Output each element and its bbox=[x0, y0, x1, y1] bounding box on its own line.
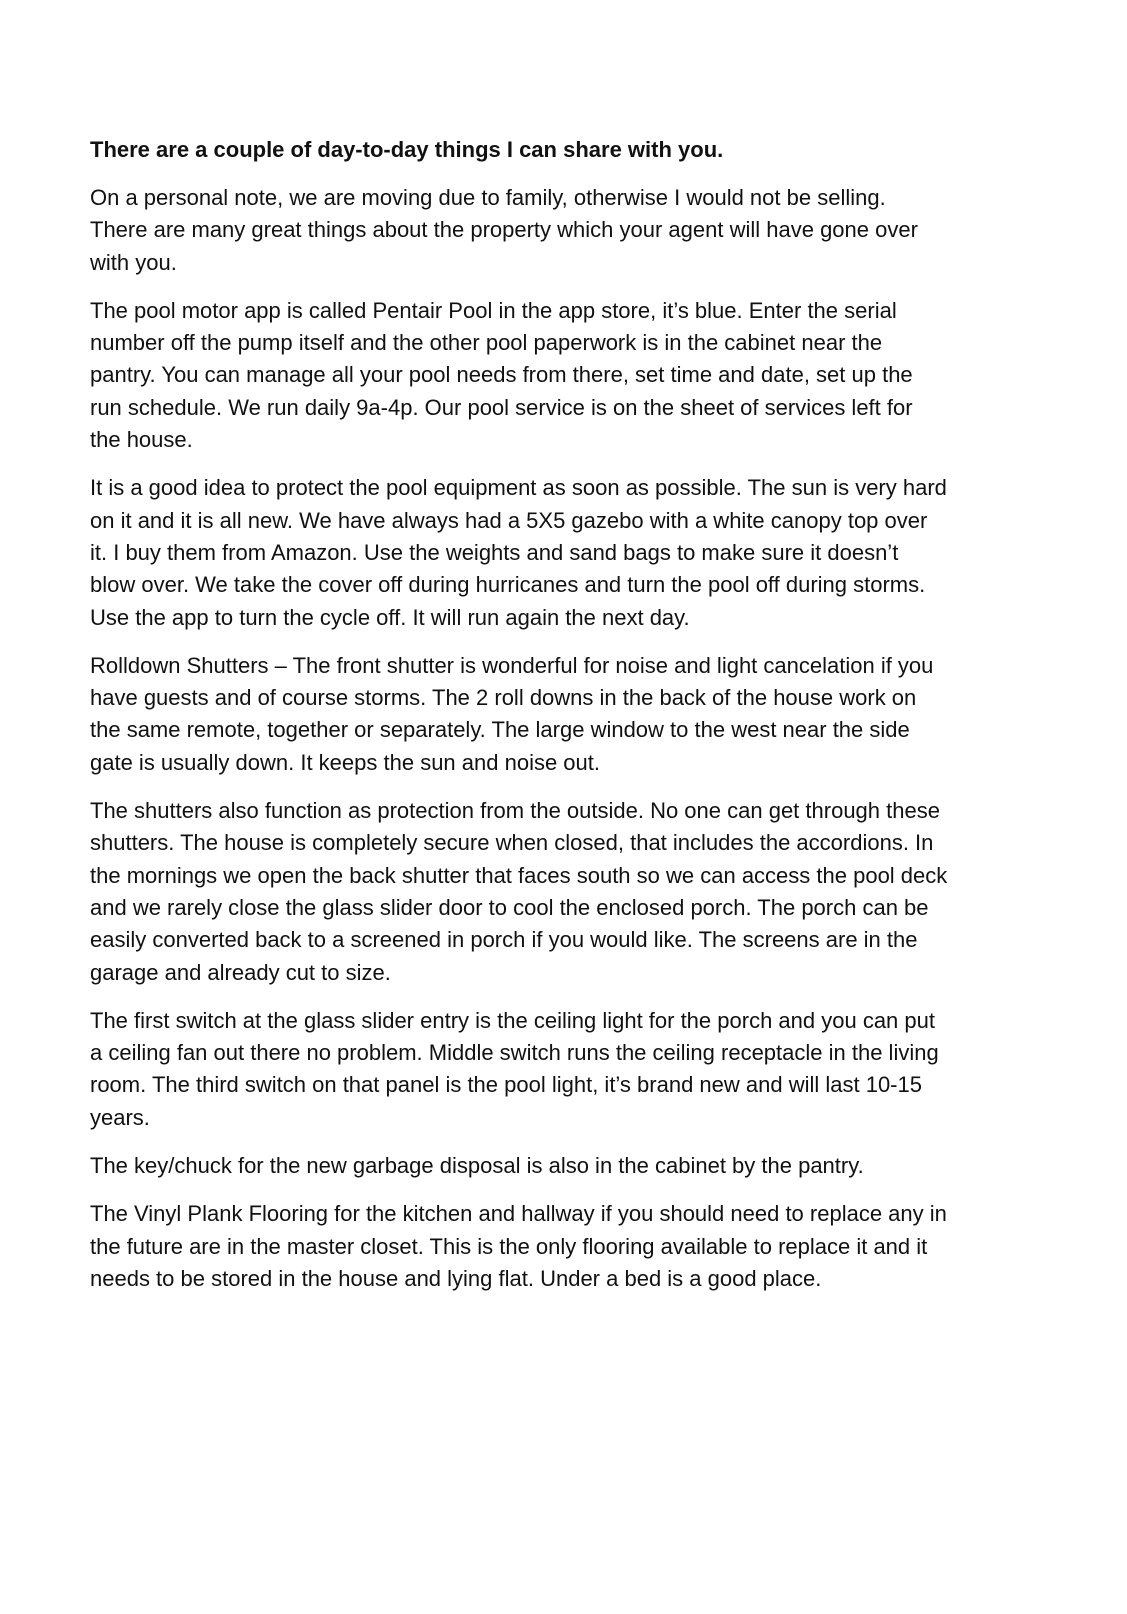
paragraph-line: needs to be stored in the house and lying flat. Under a bed is a good place. bbox=[90, 1265, 822, 1291]
paragraph-line: it. I buy them from Amazon. Use the weights and sand bags to make sure it doesn’t bbox=[90, 539, 899, 565]
paragraph-line: years. bbox=[90, 1104, 150, 1130]
paragraph-line: There are many great things about the property which your agent will have gone over bbox=[90, 217, 918, 243]
paragraph-line: easily converted back to a screened in porch if you would like. The screens are in the bbox=[90, 927, 918, 953]
paragraph-line: run schedule. We run daily 9a-4p. Our pool service is on the sheet of services left for bbox=[90, 394, 913, 420]
paragraph-pool-motor-app bbox=[90, 295, 1040, 456]
document-body bbox=[90, 134, 1040, 1311]
paragraph-line: have guests and of course storms. The 2 roll downs in the back of the house work on bbox=[90, 685, 917, 711]
paragraph-switches bbox=[90, 1005, 1040, 1134]
paragraph-line: the future are in the master closet. This is the only flooring available to replace it and it bbox=[90, 1233, 928, 1259]
paragraph-line: garage and already cut to size. bbox=[90, 959, 391, 985]
paragraph-line: a ceiling fan out there no problem. Middle switch runs the ceiling receptacle in the living bbox=[90, 1040, 939, 1066]
paragraph-line: the same remote, together or separately. The large window to the west near the side bbox=[90, 717, 910, 743]
paragraph-line: Rolldown Shutters – The front shutter is wonderful for noise and light cancelation if you bbox=[90, 652, 934, 678]
paragraph-line: It is a good idea to protect the pool equipment as soon as possible. The sun is very hard bbox=[90, 475, 947, 501]
paragraph-line: blow over. We take the cover off during hurricanes and turn the pool off during storms. bbox=[90, 572, 926, 598]
paragraph-line: number off the pump itself and the other pool paperwork is in the cabinet near the bbox=[90, 330, 883, 356]
document-heading: There are a couple of day-to-day things I can share with you. bbox=[90, 137, 724, 162]
paragraph-line: On a personal note, we are moving due to family, otherwise I would not be selling. bbox=[90, 185, 886, 210]
paragraph-line: pantry. You can manage all your pool needs from there, set time and date, set up the bbox=[90, 362, 913, 388]
paragraph-line: The first switch at the glass slider entry is the ceiling light for the porch and you can put bbox=[90, 1007, 935, 1033]
paragraph-line: Use the app to turn the cycle off. It will run again the next day. bbox=[90, 604, 690, 630]
paragraph-line: the house. bbox=[90, 427, 193, 453]
paragraph-line: gate is usually down. It keeps the sun and noise out. bbox=[90, 749, 600, 775]
paragraph-line: The Vinyl Plank Flooring for the kitchen and hallway if you should need to replace any in bbox=[90, 1201, 947, 1227]
paragraph-line: The pool motor app is called Pentair Pool in the app store, it’s blue. Enter the serial bbox=[90, 297, 897, 323]
paragraph-line: shutters. The house is completely secure when closed, that includes the accordions. In bbox=[90, 830, 934, 856]
paragraph-line: the mornings we open the back shutter that faces south so we can access the pool deck bbox=[90, 862, 948, 888]
paragraph-rolldown-shutters bbox=[90, 650, 1040, 779]
paragraph-vinyl-flooring bbox=[90, 1198, 1040, 1295]
paragraph-pool-equipment bbox=[90, 472, 1040, 633]
paragraph-line: The key/chuck for the new garbage disposal is also in the cabinet by the pantry. bbox=[90, 1153, 864, 1179]
paragraph-line: and we rarely close the glass slider door to cool the enclosed porch. The porch can be bbox=[90, 894, 929, 920]
paragraph-line: with you. bbox=[90, 249, 177, 275]
paragraph-personal-note bbox=[90, 182, 1040, 279]
paragraph-line: on it and it is all new. We have always had a 5X5 gazebo with a white canopy top over bbox=[90, 507, 928, 533]
paragraph-shutter-protection bbox=[90, 795, 1040, 989]
paragraph-line: The shutters also function as protection from the outside. No one can get through these bbox=[90, 798, 940, 824]
paragraph-line: room. The third switch on that panel is the pool light, it’s brand new and will last 10-15 bbox=[90, 1072, 922, 1098]
paragraph-garbage-disposal bbox=[90, 1150, 1040, 1182]
